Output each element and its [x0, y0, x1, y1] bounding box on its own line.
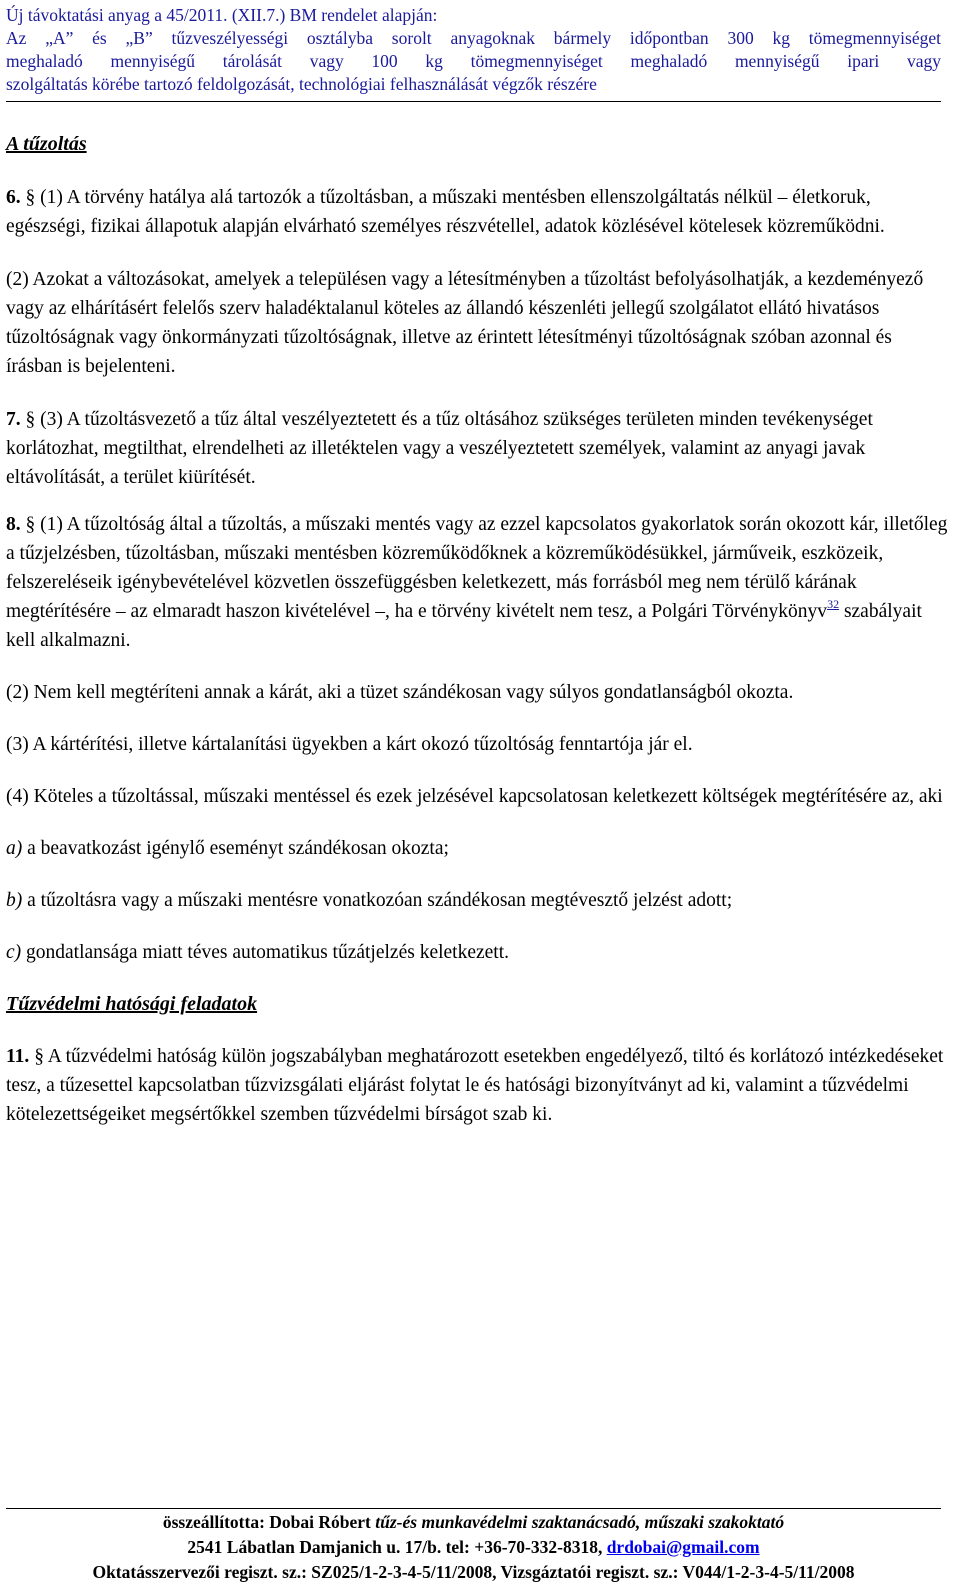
- list-item-c: [6, 938, 952, 967]
- paragraph-8-2: (2) Nem kell megtéríteni annak a kárát, aki a tüzet szándékosan vagy súlyos gondatlanságból okozta.: [6, 682, 794, 703]
- section-heading-hatosagi: Tűzvédelmi hatósági feladatok: [6, 993, 258, 1015]
- footer-divider: [6, 1508, 941, 1509]
- section-sign: §: [34, 1046, 44, 1067]
- paragraph-text-end: szabályait kell alkalmazni.: [6, 601, 922, 651]
- paragraph-6-2: (2) Azokat a változásokat, amelyek a településen vagy a létesítményben a tűzoltást befolyásolhatják, a kezdeményező vagy az elhárításért felelős szerv haladéktalanul köteles az állandó készenléti jellegű szolgálatot ellátó hivatásos tűzoltóságnak vagy önkormányzati tűzoltóságnak, illetve az érintett létesítményi tűzoltóságnak szóban azonnal és írásban is bejelenteni.: [6, 269, 924, 377]
- footer-email-link[interactable]: drdobai@gmail.com: [606, 1537, 760, 1557]
- header-line-2: Az „A” és „B” tűzveszélyességi osztályba sorolt anyagoknak bármely időpontban 300 kg tömegmennyiséget: [6, 28, 941, 48]
- list-text: a tűzoltásra vagy a műszaki mentésre vonatkozóan szándékosan megtévesztő jelzést adott;: [27, 890, 733, 911]
- footnote-link[interactable]: 32: [827, 597, 840, 611]
- list-label: c): [6, 942, 22, 963]
- footer-line-1: [6, 1510, 941, 1535]
- section-heading-tuzoltas: A tűzoltás: [6, 133, 87, 155]
- list-text: gondatlansága miatt téves automatikus tűzátjelzés keletkezett.: [26, 942, 510, 963]
- header-divider: [6, 101, 941, 102]
- document-footer: [6, 1510, 941, 1585]
- section-number: 11.: [6, 1046, 30, 1067]
- document-header: [6, 4, 941, 96]
- section-sign: §: [25, 514, 36, 535]
- list-item-b: [6, 886, 952, 915]
- header-line-3: meghaladó mennyiségű tárolását vagy 100 kg tömegmennyiséget meghaladó mennyiségű ipari vagy: [6, 51, 941, 71]
- footer-author: összeállította: Dobai Róbert: [162, 1512, 371, 1532]
- list-label: a): [6, 838, 23, 859]
- paragraph-8-4: (4) Köteles a tűzoltással, műszaki mentéssel és ezek jelzésével kapcsolatosan keletkezett költségek megtérítésére az, aki: [6, 786, 943, 807]
- section-number: 6.: [6, 187, 21, 208]
- footer-line-3: Oktatásszervezői regiszt. sz.: SZ025/1-2-3-4-5/11/2008, Vizsgáztatói regiszt. sz.: V044/1-2-3-4-5/11/2008: [92, 1562, 855, 1582]
- footer-address: 2541 Lábatlan Damjanich u. 17/b. tel: +36-70-332-8318,: [187, 1537, 603, 1557]
- paragraph-text: (1) A tűzoltóság által a tűzoltás, a műszaki mentés vagy az ezzel kapcsolatos gyakorlatok során okozott kár, illetőleg a tűzjelzésben, tűzoltásban, műszaki mentésben közreműködőknek a közreműködésükkel, járműveik, eszközeik, felszereléseik igénybevételével közvetlen összefüggésben keletkezett, más forrásból meg nem térülő kárának megtérítésére – az elmaradt haszon kivételével –, ha e törvény kivételt nem tesz, a Polgári Törvénykönyv: [6, 514, 948, 622]
- section-sign: §: [25, 409, 36, 430]
- list-text: a beavatkozást igénylő eseményt szándékosan okozta;: [27, 838, 449, 859]
- document-body: [6, 130, 952, 1129]
- paragraph-text: A tűzvédelmi hatóság külön jogszabályban meghatározott esetekben engedélyező, tiltó és korlátozó intézkedéseket tesz, a tűzesettel kapcsolatban tűzvizsgálati eljárást folytat le és hatósági bizonyítványt ad ki, valamint a tűzvédelmi kötelezettségeiket megsértőkkel szemben tűzvédelmi bírságot szab ki.: [6, 1046, 944, 1125]
- list-item-a: [6, 834, 952, 863]
- section-number: 8.: [6, 514, 21, 535]
- paragraph-7-3: [6, 405, 952, 492]
- paragraph-text: (3) A tűzoltásvezető a tűz által veszélyeztetett és a tűz oltásához szükséges területen minden tevékenységet korlátozhat, megtilthat, elrendelheti az illetéktelen vagy a veszélyeztetett személyek, valamint az anyagi javak eltávolítását, a terület kiürítését.: [6, 409, 873, 488]
- header-line-4: szolgáltatás körébe tartozó feldolgozását, technológiai felhasználását végzők részére: [6, 74, 597, 94]
- section-sign: §: [25, 187, 36, 208]
- section-number: 7.: [6, 409, 21, 430]
- list-label: b): [6, 890, 23, 911]
- paragraph-8-1: [6, 510, 952, 655]
- paragraph-8-3: (3) A kártérítési, illetve kártalanítási ügyekben a kárt okozó tűzoltóság fenntartója jár el.: [6, 734, 693, 755]
- header-line-1: Új távoktatási anyag a 45/2011. (XII.7.) BM rendelet alapján:: [6, 5, 438, 25]
- footer-line-2: [6, 1535, 941, 1560]
- footer-role: tűz-és munkavédelmi szaktanácsadó, műszaki szakoktató: [375, 1512, 785, 1532]
- paragraph-text: (1) A törvény hatálya alá tartozók a tűzoltásban, a műszaki mentésben ellenszolgáltatás nélkül – életkoruk, egészségi, fizikai állapotuk alapján elvárható személyes részvétellel, adatok közlésével kötelesek közreműködni.: [6, 187, 885, 237]
- paragraph-6-1: [6, 183, 952, 241]
- paragraph-11: [6, 1042, 952, 1129]
